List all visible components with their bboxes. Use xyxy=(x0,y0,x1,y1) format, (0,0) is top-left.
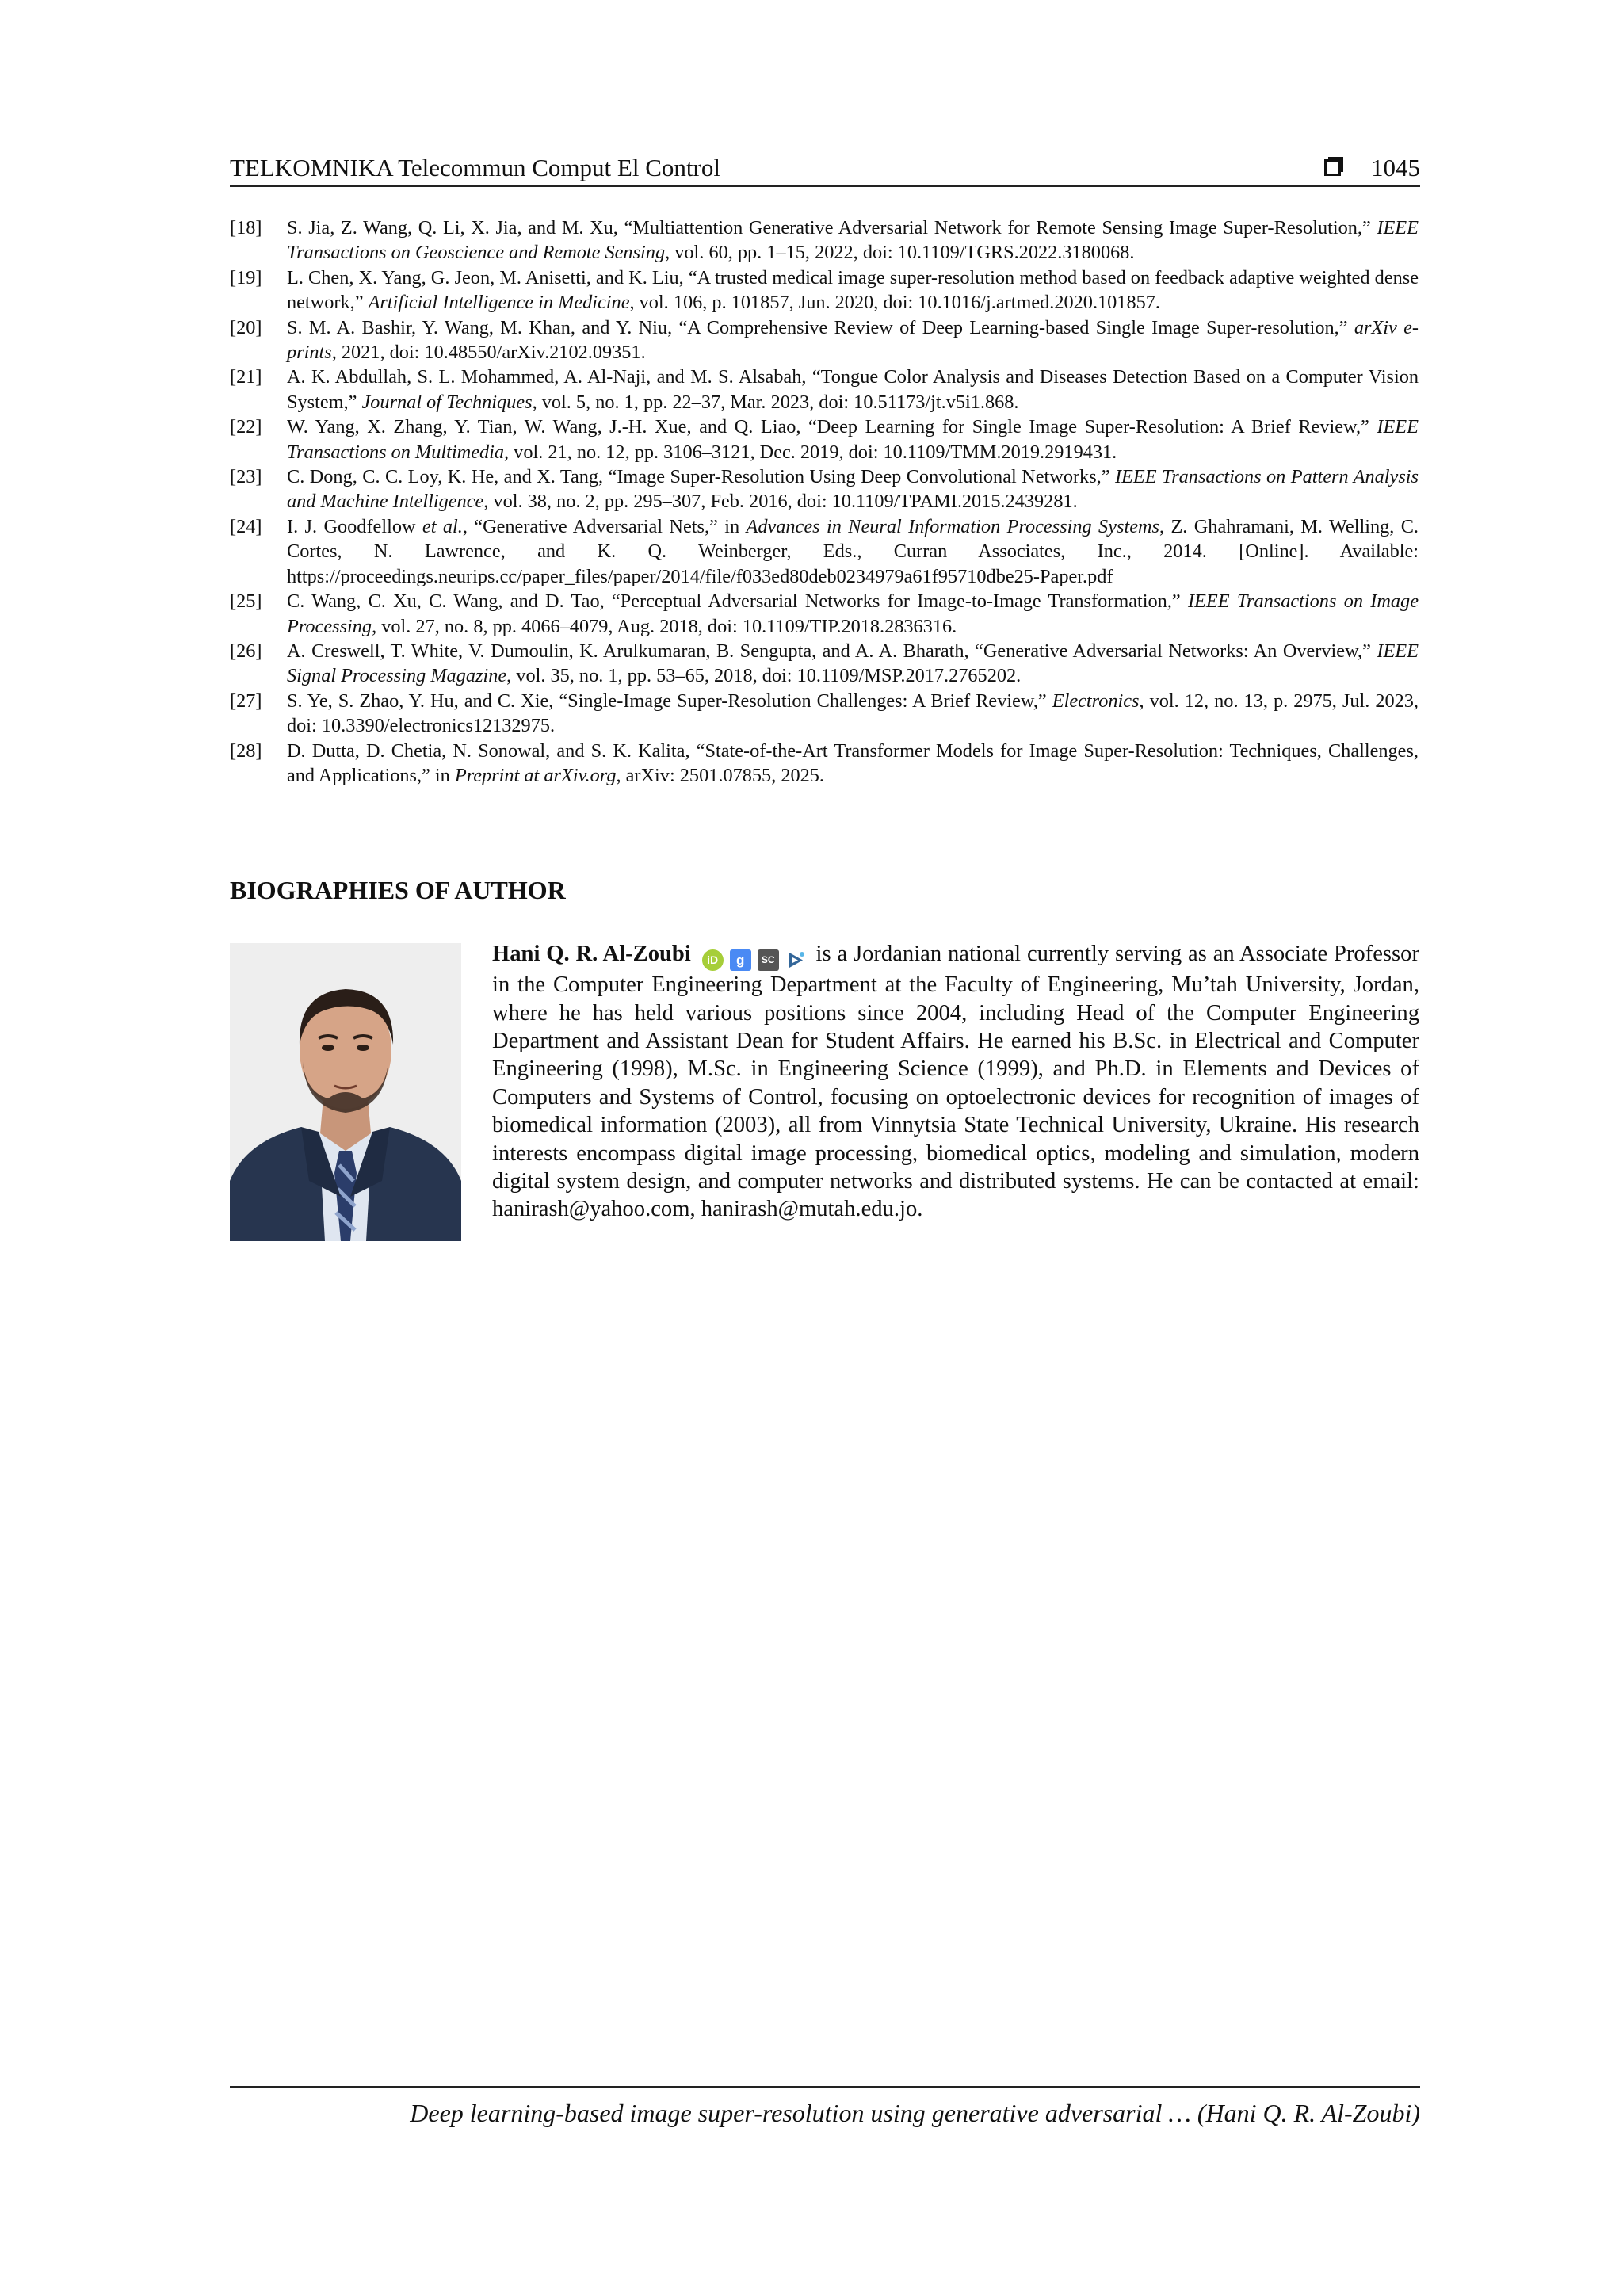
author-bio-text: is a Jordanian national currently serving as an Associate Professor in the Computer Engineering Department at the Faculty of Engineering, Mu’tah University, Jordan, where he has held various positions since 2004, including Head of the Computer Engineering Department and Assistant Dean for Student Affairs. He earned his B.Sc. in Electrical and Computer Engineering (1998), M.Sc. in Engineering Science (1999), and Ph.D. in Elements and Devices of Computers and Systems of Control, focusing on optoelectronic devices for recognition of images of biomedical information (2003), all from Vinnytsia State Technical University, Ukraine. His research interests encompass digital image processing, biomedical optics, modeling and simulation, modern digital system design, and computer networks and distributed systems. He can be contacted at email: hanirash@yahoo.com, hanirash@mutah.edu.jo. xyxy=(492,942,1419,1222)
reference-text: A. Creswell, T. White, V. Dumoulin, K. Arulkumaran, B. Sengupta, and A. A. Bharath, “Generative Adversarial Networks: An Overview,” IEEE Signal Processing Magazine, vol. 35, no. 1, pp. 53–65, 2018, doi: 10.1109/MSP.2017.2765202. xyxy=(287,640,1419,687)
author-name: Hani Q. R. Al-Zoubi xyxy=(492,942,691,966)
running-header xyxy=(230,153,1420,187)
reference-text: W. Yang, X. Zhang, Y. Tian, W. Wang, J.-H. Xue, and Q. Liao, “Deep Learning for Single Image Super-Resolution: A Brief Review,” IEEE Transactions on Multimedia, vol. 21, no. 12, pp. 3106–3121, Dec. 2019, doi: 10.1109/TMM.2019.2919431. xyxy=(287,416,1419,463)
reference-number: [26] xyxy=(230,640,262,662)
reference-item xyxy=(230,739,1419,789)
reference-number: [18] xyxy=(230,217,262,239)
author-profile-icons xyxy=(702,949,807,971)
reference-item xyxy=(230,365,1419,415)
reference-text: D. Dutta, D. Chetia, N. Sonowal, and S. K. Kalita, “State-of-the-Art Transformer Models for Image Super-Resolution: Techniques, Challenges, and Applications,” in Preprint at arXiv.org, arXiv: 2501.07855, 2025. xyxy=(287,739,1419,786)
square-box-icon xyxy=(1324,159,1341,176)
reference-item xyxy=(230,266,1419,315)
scopus-icon[interactable]: SC xyxy=(758,949,779,971)
footer-article-title: Deep learning-based image super-resolution using generative adversarial … (Hani Q. R. Al-Zoubi) xyxy=(410,2099,1420,2127)
journal-title: TELKOMNIKA Telecommun Comput El Control xyxy=(230,154,720,181)
reference-number: [20] xyxy=(230,316,262,338)
reference-text: C. Dong, C. C. Loy, K. He, and X. Tang, “Image Super-Resolution Using Deep Convolutional Networks,” IEEE Transactions on Pattern Analysis and Machine Intelligence, vol. 38, no. 2, pp. 295–307, Feb. 2016, doi: 10.1109/TPAMI.2015.2439281. xyxy=(287,466,1419,513)
reference-text: S. M. A. Bashir, Y. Wang, M. Khan, and Y. Niu, “A Comprehensive Review of Deep Learning-based Single Image Super-resolution,” arXiv e-prints, 2021, doi: 10.48550/arXiv.2102.09351. xyxy=(287,316,1419,364)
reference-item xyxy=(230,689,1419,739)
author-photo xyxy=(230,943,461,1241)
reference-item xyxy=(230,464,1419,514)
reference-number: [27] xyxy=(230,690,262,712)
reference-text: L. Chen, X. Yang, G. Jeon, M. Anisetti, and K. Liu, “A trusted medical image super-resolution method based on feedback adaptive weighted dense network,” Artificial Intelligence in Medicine, vol. 106, p. 101857, Jun. 2020, doi: 10.1016/j.artmed.2020.101857. xyxy=(287,266,1419,314)
section-title: BIOGRAPHIES OF AUTHOR xyxy=(230,876,566,904)
reference-number: [22] xyxy=(230,416,262,438)
publons-icon[interactable] xyxy=(785,949,807,971)
reference-item xyxy=(230,415,1419,464)
reference-item xyxy=(230,514,1419,589)
google-scholar-icon[interactable]: g xyxy=(730,949,751,971)
running-footer xyxy=(230,2086,1420,2129)
reference-text: C. Wang, C. Xu, C. Wang, and D. Tao, “Perceptual Adversarial Networks for Image-to-Image Transformation,” IEEE Transactions on Image Processing, vol. 27, no. 8, pp. 4066–4079, Aug. 2018, doi: 10.1109/TIP.2018.2836316. xyxy=(287,590,1419,637)
reference-number: [19] xyxy=(230,266,262,288)
reference-number: [21] xyxy=(230,366,262,388)
reference-item xyxy=(230,639,1419,689)
author-portrait-illustration xyxy=(230,943,461,1241)
reference-number: [24] xyxy=(230,515,262,537)
reference-item xyxy=(230,315,1419,365)
reference-number: [25] xyxy=(230,590,262,613)
reference-item xyxy=(230,216,1419,266)
reference-text: S. Ye, S. Zhao, Y. Hu, and C. Xie, “Single-Image Super-Resolution Challenges: A Brief Review,” Electronics, vol. 12, no. 13, p. 2975, Jul. 2023, doi: 10.3390/electronics12132975. xyxy=(287,690,1419,737)
orcid-icon[interactable]: iD xyxy=(702,949,724,971)
publons-logo-shape xyxy=(785,949,807,971)
references-list xyxy=(230,216,1419,788)
reference-text: A. K. Abdullah, S. L. Mohammed, A. Al-Naji, and M. S. Alsabah, “Tongue Color Analysis and Diseases Detection Based on a Computer Vision System,” Journal of Techniques, vol. 5, no. 1, pp. 22–37, Mar. 2023, doi: 10.51173/jt.v5i1.868. xyxy=(287,366,1419,413)
reference-number: [23] xyxy=(230,466,262,488)
reference-item xyxy=(230,589,1419,639)
reference-number: [28] xyxy=(230,739,262,762)
reference-text: S. Jia, Z. Wang, Q. Li, X. Jia, and M. Xu, “Multiattention Generative Adversarial Network for Remote Sensing Image Super-Resolution,” IEEE Transactions on Geoscience and Remote Sensing, vol. 60, pp. 1–15, 2022, doi: 10.1109/TGRS.2022.3180068. xyxy=(287,217,1419,264)
header-right xyxy=(1324,153,1420,183)
author-biography xyxy=(492,940,1419,1224)
reference-text: I. J. Goodfellow et al., “Generative Adversarial Nets,” in Advances in Neural Information Processing Systems, Z. Ghahramani, M. Welling, C. Cortes, N. Lawrence, and K. Q. Weinberger, Eds., Curran Associates, Inc., 2014. [Online]. Available: https://proceedings.neurips.cc/paper_files/paper/2014/file/f033ed80deb0234979a61f95710dbe25-Paper.pdf xyxy=(287,515,1419,587)
page-number: 1045 xyxy=(1371,154,1420,181)
